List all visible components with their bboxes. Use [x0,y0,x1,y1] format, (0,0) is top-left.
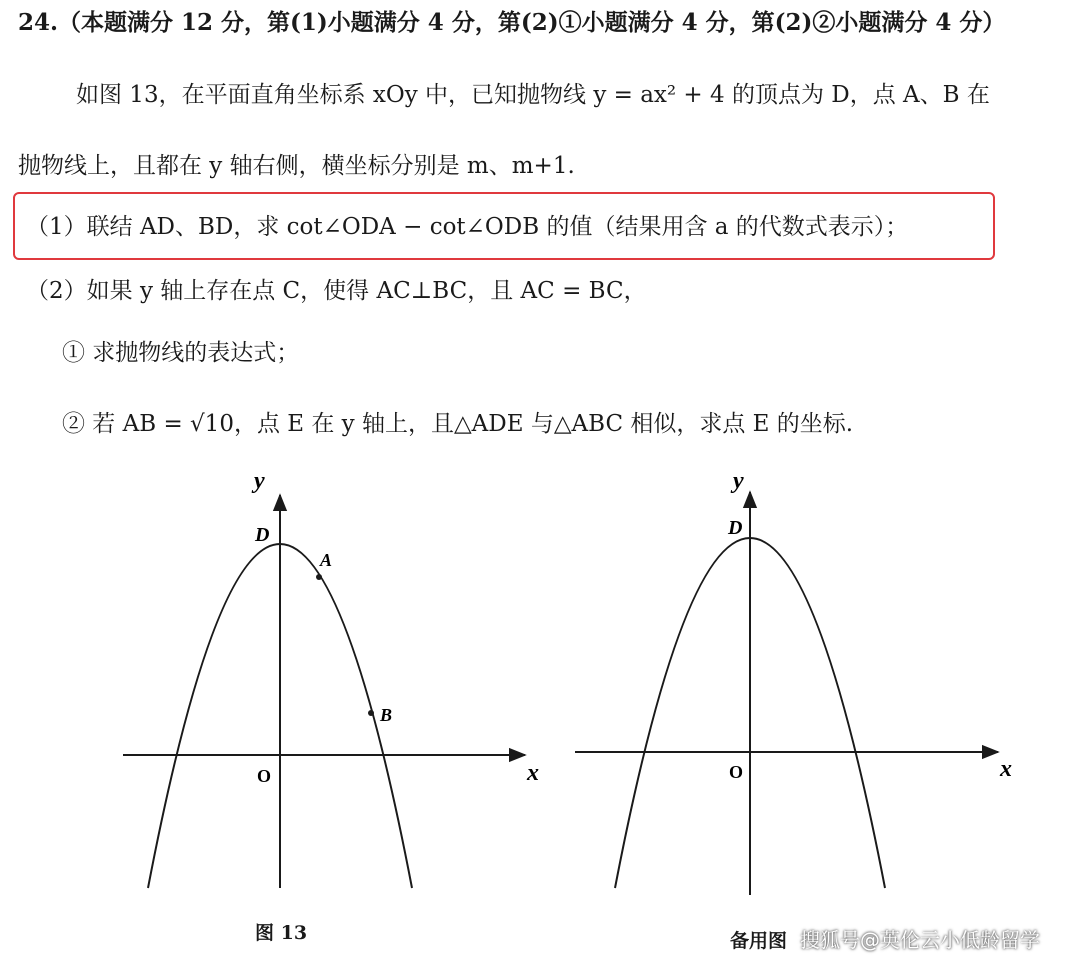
question-2: （2）如果 y 轴上存在点 C，使得 AC⊥BC，且 AC = BC， [26,278,647,304]
question-2-part-2: ② 若 AB = √10，点 E 在 y 轴上，且△ADE 与△ABC 相似，求点 E 的坐标. [62,411,854,437]
question-1: （1）联结 AD、BD，求 cot∠ODA − cot∠ODB 的值（结果用含 a 的代数式表示）； [26,214,909,240]
point-b-dot [368,710,374,716]
y-axis-label: y [254,468,265,494]
x-axis-label: x [527,760,539,786]
source-watermark: 搜狐号@英伦云小低龄留学 [800,928,1040,952]
figure-13-caption: 图 13 [255,922,308,944]
origin-label: O [729,762,744,782]
problem-intro-line2: 抛物线上，且都在 y 轴右侧，横坐标分别是 m、m+1. [18,153,575,179]
figure-backup-caption: 备用图 [730,930,788,952]
point-b-label: B [380,705,393,725]
vertex-d-label: D [728,517,743,539]
point-a-label: A [320,550,333,570]
origin-label: O [257,766,272,786]
y-axis-label: y [733,468,744,494]
figure-backup [575,468,1012,895]
x-axis-label: x [1000,756,1012,782]
vertex-d-label: D [255,524,270,546]
question-2-part-1: ① 求抛物线的表达式； [62,340,300,366]
figure-13 [123,468,539,888]
problem-header: 24.（本题满分 12 分，第(1)小题满分 4 分，第(2)①小题满分 4 分，第(2)②小题满分 4 分） [18,9,1006,36]
point-a-dot [316,574,322,580]
problem-intro-line1: 如图 13，在平面直角坐标系 xOy 中，已知抛物线 y = ax² + 4 的顶点为 D，点 A、B 在 [76,82,990,108]
